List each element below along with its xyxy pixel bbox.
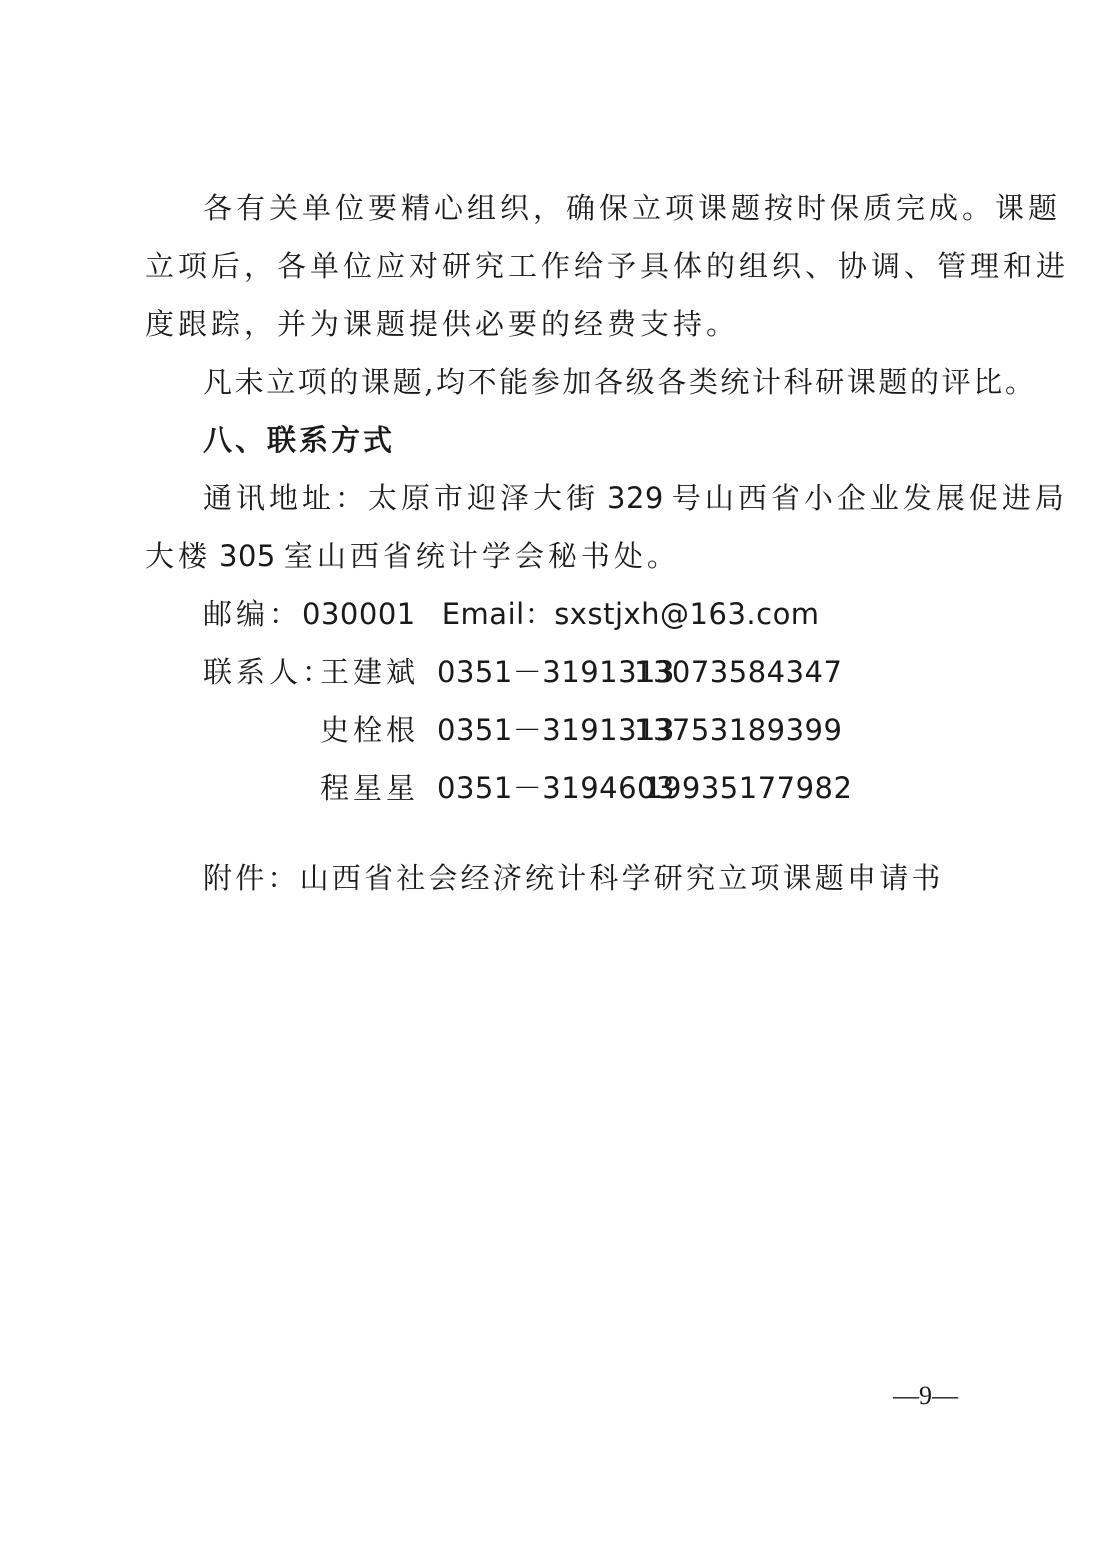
contact-row (0, 768, 1100, 808)
attachment-line: 附件：山西省社会经济统计科学研究立项课题申请书 (203, 861, 944, 895)
section-heading: 八、联系方式 (203, 423, 396, 457)
paragraph-line: 各有关单位要精心组织，确保立项课题按时保质完成。课题 (203, 191, 1062, 225)
email-label: Email： (441, 597, 555, 631)
address-text: 大楼 (145, 539, 212, 573)
paragraph-line: 立项后，各单位应对研究工作给予具体的组织、协调、管理和进 (145, 249, 1070, 283)
address-text: 室山西省统计学会秘书处。 (283, 539, 680, 573)
contact-mobile: 13073584347 (634, 655, 843, 689)
email-address: sxstjxh@163.com (554, 597, 820, 631)
contact-name: 程星星 (320, 771, 420, 805)
address-number: 305 (219, 539, 276, 573)
contact-row (0, 710, 1100, 750)
address-number: 329 (607, 481, 664, 515)
postcode-line (203, 594, 820, 634)
postcode-value: 030001 (302, 597, 416, 631)
address-line (145, 536, 680, 576)
paragraph-line: 凡未立项的课题,均不能参加各级各类统计科研课题的评比。 (203, 365, 1037, 399)
contact-mobile: 13753189399 (634, 713, 843, 747)
paragraph-line: 度跟踪，并为课题提供必要的经费支持。 (145, 307, 740, 341)
contact-name: 史栓根 (320, 713, 420, 747)
address-line (203, 478, 1068, 518)
contact-name: 王建斌 (320, 655, 420, 689)
contacts-label: 联系人： (203, 655, 336, 689)
contact-row (0, 652, 1100, 692)
contact-phone: 0351－3191313 (437, 655, 675, 689)
postcode-label: 邮编： (203, 597, 303, 631)
address-text: 通讯地址：太原市迎泽大街 (203, 481, 600, 515)
page-number: —9— (893, 1381, 958, 1410)
contact-phone: 0351－3191313 (437, 713, 675, 747)
contact-phone: 0351－3194603 (437, 771, 675, 805)
address-text: 号山西省小企业发展促进局 (671, 481, 1068, 515)
contact-mobile: 19935177982 (644, 771, 853, 805)
